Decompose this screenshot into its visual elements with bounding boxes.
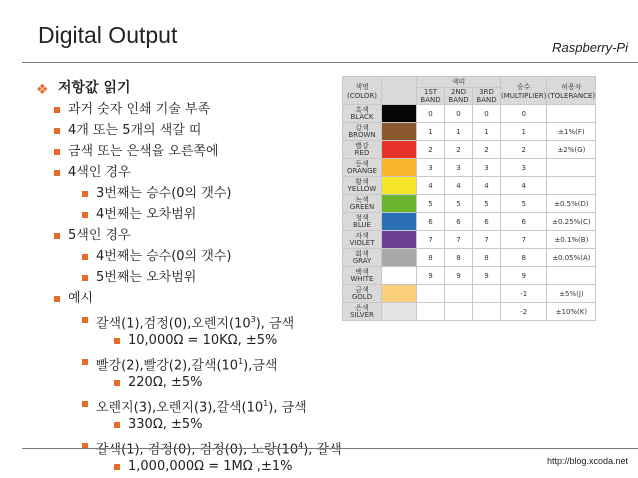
- brand-label: Raspberry-Pi: [552, 40, 628, 55]
- multiplier-cell: 5: [501, 195, 547, 213]
- color-swatch: [382, 105, 417, 123]
- band3-cell: [473, 285, 501, 303]
- bullet-text: 예시: [68, 291, 94, 306]
- band2-cell: 1: [445, 123, 473, 141]
- bullet-text: 5번째는 오차범위: [96, 270, 197, 285]
- band3-cell: 8: [473, 249, 501, 267]
- band2-cell: 7: [445, 231, 473, 249]
- band2-cell: 5: [445, 195, 473, 213]
- band1-cell: 6: [417, 213, 445, 231]
- tolerance-cell: ±1%(F): [547, 123, 596, 141]
- square-bullet-icon: [82, 275, 88, 281]
- table-row: [343, 105, 596, 123]
- bullet-item: [36, 225, 346, 246]
- band2-cell: 8: [445, 249, 473, 267]
- square-bullet-icon: [114, 464, 120, 470]
- bullet-text: 갈색(1), 검정(0), 검정(0), 노랑(10: [96, 442, 299, 458]
- square-bullet-icon: [82, 254, 88, 260]
- color-name-cell: 갈색 BROWN: [343, 123, 382, 141]
- band1-cell: [417, 303, 445, 321]
- band3-cell: 4: [473, 177, 501, 195]
- header-swatch: [382, 77, 417, 105]
- square-bullet-icon: [54, 296, 60, 302]
- color-name-cell: 청색 BLUE: [343, 213, 382, 231]
- bullet-text: 저항값 읽기: [58, 80, 131, 96]
- bullet-text: 220Ω, ±5%: [128, 375, 203, 390]
- band1-cell: 0: [417, 105, 445, 123]
- bullet-item: [36, 351, 346, 372]
- multiplier-cell: 0: [501, 105, 547, 123]
- header-band-group: 색띠: [417, 77, 501, 88]
- bullet-item: [36, 162, 346, 183]
- bullet-item: [36, 414, 346, 435]
- square-bullet-icon: [82, 317, 88, 323]
- band1-cell: 8: [417, 249, 445, 267]
- band3-cell: 1: [473, 123, 501, 141]
- bullet-text: 5색인 경우: [68, 228, 131, 243]
- tolerance-cell: ±0.5%(D): [547, 195, 596, 213]
- bullet-item: [36, 267, 346, 288]
- band1-cell: 4: [417, 177, 445, 195]
- bullet-tail: ),금색: [243, 358, 278, 374]
- bullet-list: [36, 78, 346, 477]
- band2-cell: 0: [445, 105, 473, 123]
- header-band1: 1ST BAND: [417, 88, 445, 105]
- multiplier-cell: 8: [501, 249, 547, 267]
- multiplier-cell: 6: [501, 213, 547, 231]
- color-swatch: [382, 123, 417, 141]
- bullet-item: [36, 246, 346, 267]
- multiplier-cell: 4: [501, 177, 547, 195]
- band2-cell: 4: [445, 177, 473, 195]
- table-row: [343, 159, 596, 177]
- band3-cell: 6: [473, 213, 501, 231]
- color-name-cell: 녹색 GREEN: [343, 195, 382, 213]
- band2-cell: 3: [445, 159, 473, 177]
- band1-cell: [417, 285, 445, 303]
- color-swatch: [382, 195, 417, 213]
- bullet-exponent: 4: [298, 441, 304, 450]
- table-row: [343, 141, 596, 159]
- square-bullet-icon: [54, 233, 60, 239]
- header-tolerance: 허용차 (TOLERANCE): [547, 77, 596, 105]
- diamond-bullet-icon: ❖: [36, 82, 49, 98]
- band2-cell: 6: [445, 213, 473, 231]
- bullet-exponent: 1: [263, 399, 269, 408]
- band2-cell: 9: [445, 267, 473, 285]
- table-row: [343, 285, 596, 303]
- square-bullet-icon: [82, 191, 88, 197]
- square-bullet-icon: [114, 380, 120, 386]
- bullet-item: [36, 372, 346, 393]
- header-multiplier: 승수 (MULTIPLIER): [501, 77, 547, 105]
- bullet-text: 3번째는 승수(0의 갯수): [96, 186, 232, 201]
- color-swatch: [382, 141, 417, 159]
- multiplier-cell: 1: [501, 123, 547, 141]
- bullet-text: 10,000Ω = 10KΩ, ±5%: [128, 333, 278, 348]
- band1-cell: 2: [417, 141, 445, 159]
- bullet-text: 4색인 경우: [68, 165, 131, 180]
- bullet-item: [36, 393, 346, 414]
- bullet-text: 330Ω, ±5%: [128, 417, 203, 432]
- bullet-exponent: 1: [238, 357, 244, 366]
- bullet-item: [36, 183, 346, 204]
- square-bullet-icon: [82, 401, 88, 407]
- bullet-exponent: 3: [250, 315, 256, 324]
- square-bullet-icon: [54, 128, 60, 134]
- band1-cell: 9: [417, 267, 445, 285]
- bullet-item: [36, 288, 346, 309]
- bullet-text: 4번째는 오차범위: [96, 207, 197, 222]
- multiplier-cell: 2: [501, 141, 547, 159]
- bullet-text: 1,000,000Ω = 1MΩ ,±1%: [128, 459, 293, 474]
- bullet-item: [36, 456, 346, 477]
- square-bullet-icon: [82, 212, 88, 218]
- bullet-text: 갈색(1),검정(0),오렌지(10: [96, 316, 251, 332]
- top-divider: [22, 62, 638, 63]
- color-swatch: [382, 159, 417, 177]
- tolerance-cell: ±0.1%(B): [547, 231, 596, 249]
- color-name-cell: 금색 GOLD: [343, 285, 382, 303]
- band3-cell: 7: [473, 231, 501, 249]
- bullet-text: 오렌지(3),오렌지(3),갈색(10: [96, 400, 264, 416]
- multiplier-cell: 7: [501, 231, 547, 249]
- band3-cell: 9: [473, 267, 501, 285]
- color-name-cell: 흑색 BLACK: [343, 105, 382, 123]
- multiplier-cell: 9: [501, 267, 547, 285]
- bullet-item: [36, 435, 346, 456]
- table-row: [343, 177, 596, 195]
- bullet-item: [36, 141, 346, 162]
- bullet-item: [36, 78, 346, 99]
- band1-cell: 7: [417, 231, 445, 249]
- color-swatch: [382, 177, 417, 195]
- color-name-cell: 은색 SILVER: [343, 303, 382, 321]
- bullet-text: 빨강(2),빨강(2),갈색(10: [96, 358, 239, 374]
- footer-url: http://blog.xcoda.net: [546, 456, 628, 466]
- multiplier-cell: -1: [501, 285, 547, 303]
- band2-cell: [445, 285, 473, 303]
- table-row: [343, 303, 596, 321]
- bullet-text: 과거 숫자 인쇄 기술 부족: [68, 102, 211, 117]
- band1-cell: 3: [417, 159, 445, 177]
- table-row: [343, 267, 596, 285]
- tolerance-cell: [547, 267, 596, 285]
- tolerance-cell: ±10%(K): [547, 303, 596, 321]
- color-name-cell: 황색 YELLOW: [343, 177, 382, 195]
- tolerance-cell: [547, 159, 596, 177]
- bullet-item: [36, 204, 346, 225]
- band3-cell: 3: [473, 159, 501, 177]
- square-bullet-icon: [54, 107, 60, 113]
- band3-cell: 0: [473, 105, 501, 123]
- bullet-item: [36, 309, 346, 330]
- tolerance-cell: ±5%(J): [547, 285, 596, 303]
- table-row: [343, 213, 596, 231]
- color-swatch: [382, 231, 417, 249]
- bullet-text: 4개 또는 5개의 색갈 띠: [68, 123, 202, 138]
- multiplier-cell: 3: [501, 159, 547, 177]
- header-band3: 3RD BAND: [473, 88, 501, 105]
- table-row: [343, 249, 596, 267]
- bullet-item: [36, 99, 346, 120]
- resistor-color-table: [342, 76, 596, 321]
- table-body: [343, 105, 596, 321]
- band1-cell: 1: [417, 123, 445, 141]
- color-name-cell: 백색 WHITE: [343, 267, 382, 285]
- bullet-tail: ), 금색: [268, 400, 307, 416]
- band1-cell: 5: [417, 195, 445, 213]
- header-color: 색명 (COLOR): [343, 77, 382, 105]
- table-row: [343, 195, 596, 213]
- color-name-cell: 빨강 RED: [343, 141, 382, 159]
- color-name-cell: 회색 GRAY: [343, 249, 382, 267]
- band2-cell: [445, 303, 473, 321]
- tolerance-cell: ±2%(G): [547, 141, 596, 159]
- band3-cell: [473, 303, 501, 321]
- tolerance-cell: [547, 177, 596, 195]
- square-bullet-icon: [114, 422, 120, 428]
- header-band2: 2ND BAND: [445, 88, 473, 105]
- color-swatch: [382, 213, 417, 231]
- color-swatch: [382, 303, 417, 321]
- slide-title: Digital Output: [38, 22, 178, 48]
- multiplier-cell: -2: [501, 303, 547, 321]
- bottom-divider: [22, 448, 638, 449]
- bullet-tail: ), 갈색: [303, 442, 342, 458]
- band3-cell: 5: [473, 195, 501, 213]
- color-swatch: [382, 285, 417, 303]
- table-row: [343, 231, 596, 249]
- tolerance-cell: ±0.05%(A): [547, 249, 596, 267]
- bullet-item: [36, 120, 346, 141]
- table-row: [343, 123, 596, 141]
- bullet-text: 4번째는 승수(0의 갯수): [96, 249, 232, 264]
- band2-cell: 2: [445, 141, 473, 159]
- square-bullet-icon: [54, 149, 60, 155]
- band3-cell: 2: [473, 141, 501, 159]
- color-name-cell: 자색 VIOLET: [343, 231, 382, 249]
- bullet-item: [36, 330, 346, 351]
- color-swatch: [382, 249, 417, 267]
- square-bullet-icon: [114, 338, 120, 344]
- bullet-tail: ), 금색: [255, 316, 295, 332]
- square-bullet-icon: [54, 170, 60, 176]
- tolerance-cell: ±0.25%(C): [547, 213, 596, 231]
- bullet-text: 금색 또는 은색을 오른쪽에: [68, 144, 219, 159]
- color-swatch: [382, 267, 417, 285]
- color-name-cell: 등색 ORANGE: [343, 159, 382, 177]
- square-bullet-icon: [82, 359, 88, 365]
- tolerance-cell: [547, 105, 596, 123]
